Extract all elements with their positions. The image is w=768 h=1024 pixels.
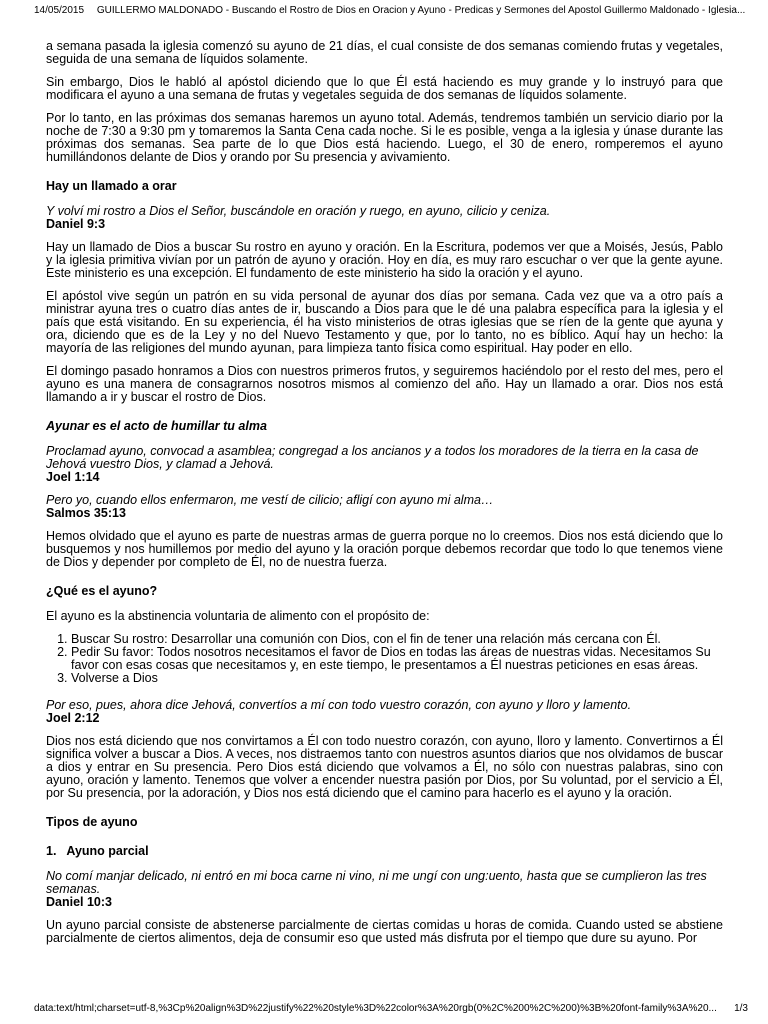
print-footer: [34, 1003, 748, 1014]
verse-text: Por eso, pues, ahora dice Jehová, convertíos a mí con todo vuestro corazón, con ayuno y lloro y lamento.: [46, 698, 632, 712]
scripture-quote: [46, 445, 723, 484]
verse-reference: Joel 1:14: [46, 470, 100, 484]
print-date: 14/05/2015: [34, 5, 85, 16]
page-number: 1/3: [734, 1003, 748, 1014]
verse-reference: Salmos 35:13: [46, 506, 126, 520]
paragraph: Sin embargo, Dios le habló al apóstol diciendo que lo que Él está haciendo es muy grande y lo instruyó para que modificara el ayuno a una semana de frutas y vegetales seguida de dos semanas de líquidos solamente.: [46, 75, 723, 102]
purpose-list: [46, 633, 723, 685]
print-header: [34, 5, 748, 16]
paragraph: Dios nos está diciendo que nos convirtamos a Él con todo nuestro corazón, con ayuno, lloro y lamento. Convertirnos a Él significa volver a buscar a Dios. A veces, nos distraemos tanto con nuestros asuntos diarios que nos olvidamos de buscar a dios y entrar en Su presencia. Pero Dios está diciendo que volvamos a Él, no sólo con nuestras palabras, sino con ayuno, oración y lamento. Tenemos que volver a encender nuestra pasión por Dios, por Su voluntad, por el servicio a Él, por Su presencia, por la adoración, y Dios nos está diciendo que el camino para hacerlo es el ayuno y la oración.: [46, 734, 723, 800]
subsection-heading: 1. Ayuno parcial: [46, 844, 149, 858]
verse-text: Pero yo, cuando ellos enfermaron, me vestí de cilicio; afligí con ayuno mi alma…: [46, 493, 494, 507]
section-heading: Ayunar es el acto de humillar tu alma: [46, 419, 267, 433]
verse-text: Proclamad ayuno, convocad a asamblea; congregad a los ancianos y a todos los moradores de la tierra en la casa de Jehová vuestro Dios, y clamad a Jehová.: [46, 444, 699, 471]
paragraph: El domingo pasado honramos a Dios con nuestros primeros frutos, y seguiremos haciéndolo por el resto del mes, pero el ayuno es una manera de consagrarnos nosotros mismos al comienzo del año. Hay un llamado a orar. Dios nos está llamando a ir y buscar el rostro de Dios.: [46, 364, 723, 404]
list-item: 2. Pedir Su favor: Todos nosotros necesitamos el favor de Dios en todas las áreas de nuestras vidas. Necesitamos Su favor con esas cosas que necesitamos y, en este tiempo, le presentamos a Él nuestras peticiones en esas áreas.: [71, 646, 723, 672]
print-title: GUILLERMO MALDONADO - Buscando el Rostro de Dios en Oracion y Ayuno - Predicas y Sermones del Apostol Guillermo Maldonado - Iglesia...: [96, 5, 746, 16]
verse-text: No comí manjar delicado, ni entró en mi boca carne ni vino, ni me ungí con ung:uento, hasta que se cumplieron las tres semanas.: [46, 869, 707, 896]
paragraph: El apóstol vive según un patrón en su vida personal de ayunar dos días por semana. Cada vez que va a otro país a ministrar ayuna tres o cuatro días antes de ir, buscando a Dios para que le dé una palabra específica para la iglesia y el país que está visitando. En su experiencia, él ha visto ministerios de otras iglesias que se ríen de la gente que ayuna y ora, diciendo que es de la Ley y no del Nuevo Testamento y que, por lo tanto, no es bíblico. Aquí hay un hecho: la mayoría de las religiones del mundo ayunan, para limpieza tanto física como espiritual. Hay poder en ello.: [46, 289, 723, 355]
paragraph: Hay un llamado de Dios a buscar Su rostro en ayuno y oración. En la Escritura, podemos ver que a Moisés, Jesús, Pablo y la iglesia primitiva vivían por un patrón de ayuno y oración. Hoy en día, es muy raro escuchar o ver que la gente ayune. Este ministerio es una excepción. El fundamento de este ministerio ha sido la oración y el ayuno.: [46, 240, 723, 280]
scripture-quote: [46, 494, 723, 520]
list-item: 1. Buscar Su rostro: Desarrollar una comunión con Dios, con el fin de tener una relación más cercana con Él.: [71, 633, 723, 646]
paragraph: Hemos olvidado que el ayuno es parte de nuestras armas de guerra porque no lo creemos. Dios nos está diciendo que lo busquemos y nos humillemos por medio del ayuno y la oración porque debemos recordar que todo lo que tenemos viene de Dios y depender por completo de Él, no de nuestra fuerza.: [46, 529, 723, 569]
paragraph: Por lo tanto, en las próximas dos semanas haremos un ayuno total. Además, tendremos también un servicio diario por la noche de 7:30 a 9:30 pm y tomaremos la Santa Cena cada noche. Si le es posible, venga a la iglesia y únase durante las próximas dos semanas. Sea parte de lo que Dios está haciendo. Luego, el 30 de enero, romperemos el ayuno humillándonos delante de Dios y orando por Su presencia y avivamiento.: [46, 111, 723, 164]
list-item: 3. Volverse a Dios: [71, 672, 723, 685]
paragraph: a semana pasada la iglesia comenzó su ayuno de 21 días, el cual consiste de dos semanas comiendo frutas y vegetales, seguida de una semana de líquidos solamente.: [46, 39, 723, 66]
verse-reference: Joel 2:12: [46, 711, 100, 725]
page-url: data:text/html;charset=utf-8,%3Cp%20align%3D%22justify%22%20style%3D%22color%3A%20rgb(0%2C%200%2C%200)%3B%20font-family%3A%20...: [34, 1003, 717, 1014]
paragraph: El ayuno es la abstinencia voluntaria de alimento con el propósito de:: [46, 609, 430, 623]
verse-text: Y volví mi rostro a Dios el Señor, buscándole en oración y ruego, en ayuno, cilicio y ceniza.: [46, 204, 551, 218]
section-heading: Hay un llamado a orar: [46, 179, 177, 193]
article-body: [46, 40, 723, 955]
scripture-quote: [46, 870, 723, 909]
scripture-quote: [46, 699, 723, 725]
section-heading: Tipos de ayuno: [46, 815, 138, 829]
verse-reference: Daniel 10:3: [46, 895, 113, 909]
scripture-quote: [46, 205, 723, 231]
paragraph: Un ayuno parcial consiste de abstenerse parcialmente de ciertas comidas u horas de comida. Cuando usted se abstiene parcialmente de ciertos alimentos, deja de consumir eso que usted más disfruta por el tiempo que dure su ayuno. Por: [46, 918, 723, 945]
verse-reference: Daniel 9:3: [46, 217, 106, 231]
section-heading: ¿Qué es el ayuno?: [46, 584, 158, 598]
